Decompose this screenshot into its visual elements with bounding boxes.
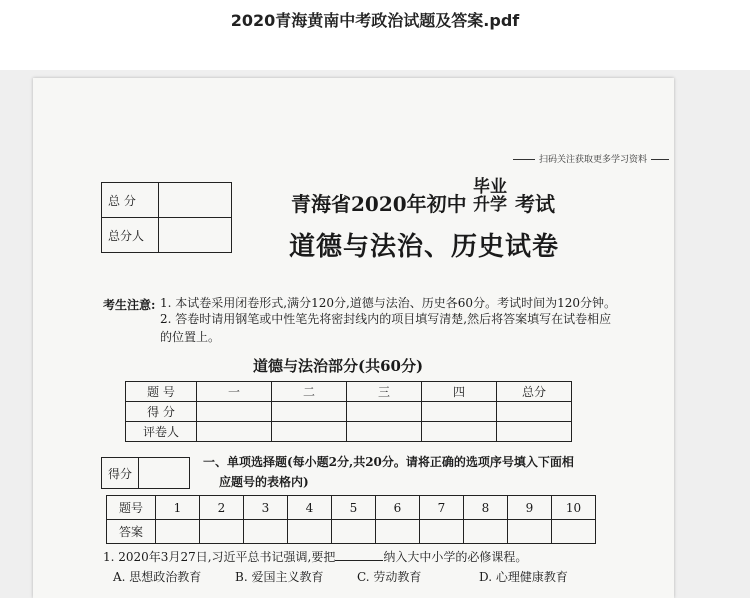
answer-cell bbox=[244, 520, 288, 544]
answer-cell bbox=[552, 520, 596, 544]
question-number-cell: 1 bbox=[156, 496, 200, 520]
exam-title-stack-top: 毕业 bbox=[473, 177, 507, 197]
grade-header-cell: 题 号 bbox=[126, 382, 197, 402]
answer-table bbox=[106, 495, 596, 544]
exam-title-suffix: 考试 bbox=[515, 192, 555, 216]
question-1-stem bbox=[103, 548, 527, 565]
part1-heading bbox=[203, 452, 633, 492]
notice-item-2: 2. 答卷时请用钢笔或中性笔先将密封线内的项目填写清楚,然后将答案填写在试卷相应的位置上。 bbox=[160, 312, 612, 344]
question-number-cell: 7 bbox=[420, 496, 464, 520]
total-score-cell bbox=[159, 183, 232, 218]
scan-note: 扫码关注获取更多学习资料 bbox=[513, 152, 669, 165]
total-score-box bbox=[101, 182, 232, 253]
answer-cell bbox=[288, 520, 332, 544]
exam-title-stack-bottom: 升学 bbox=[473, 195, 507, 215]
answer-cell bbox=[332, 520, 376, 544]
question-number-cell: 10 bbox=[552, 496, 596, 520]
question-1-stem-end: 纳入大中小学的必修课程。 bbox=[383, 550, 528, 564]
question-number-cell: 6 bbox=[376, 496, 420, 520]
document-title: 2020青海黄南中考政治试题及答案.pdf bbox=[230, 11, 520, 30]
grade-cell bbox=[272, 402, 347, 422]
question-number-cell: 3 bbox=[244, 496, 288, 520]
answer-cell bbox=[420, 520, 464, 544]
exam-title-stack bbox=[473, 178, 507, 214]
grade-cell bbox=[197, 422, 272, 442]
answer-row-label: 答案 bbox=[107, 520, 156, 544]
exam-title-prefix: 青海省2020年初中 bbox=[291, 192, 467, 216]
option-d: D. 心理健康教育 bbox=[479, 570, 568, 584]
question-1-stem-start: 1. 2020年3月27日,习近平总书记强调,要把 bbox=[103, 550, 336, 564]
question-number-cell: 9 bbox=[508, 496, 552, 520]
grader-label: 总分人 bbox=[102, 218, 159, 253]
grade-table bbox=[125, 381, 572, 442]
grade-cell bbox=[422, 402, 497, 422]
grade-cell bbox=[497, 422, 572, 442]
notice-item-1: 1. 本试卷采用闭卷形式,满分120分,道德与法治、历史各60分。考试时间为120分钟。 bbox=[160, 296, 616, 310]
part1-heading-line-2: 应题号的表格内) bbox=[219, 475, 309, 489]
question-number-cell: 2 bbox=[200, 496, 244, 520]
part1-heading-line-1: 一、单项选择题(每小题2分,共20分。请将正确的选项序号填入下面相 bbox=[203, 455, 574, 469]
option-c: C. 劳动教育 bbox=[357, 570, 422, 584]
grade-table-row bbox=[126, 422, 572, 442]
answer-cell bbox=[156, 520, 200, 544]
part-score-label: 得分 bbox=[102, 458, 139, 489]
question-number-cell: 4 bbox=[288, 496, 332, 520]
section-title: 道德与法治部分(共60分) bbox=[253, 357, 424, 375]
grade-cell bbox=[197, 402, 272, 422]
part-score-cell bbox=[139, 458, 190, 489]
question-1-options bbox=[113, 568, 633, 585]
question-number-cell: 5 bbox=[332, 496, 376, 520]
question-number-cell: 8 bbox=[464, 496, 508, 520]
option-b: B. 爱国主义教育 bbox=[235, 570, 324, 584]
answer-cell bbox=[508, 520, 552, 544]
answer-table-header-row bbox=[107, 496, 596, 520]
grade-cell bbox=[347, 422, 422, 442]
answer-header-label: 题号 bbox=[107, 496, 156, 520]
grade-table-row bbox=[126, 402, 572, 422]
grade-cell bbox=[422, 422, 497, 442]
answer-cell bbox=[200, 520, 244, 544]
grade-header-cell: 一 bbox=[197, 382, 272, 402]
grade-header-cell: 二 bbox=[272, 382, 347, 402]
part-score-box bbox=[101, 457, 190, 489]
grade-header-cell: 总分 bbox=[497, 382, 572, 402]
grade-cell bbox=[347, 402, 422, 422]
grade-table-header-row bbox=[126, 382, 572, 402]
viewer-toolbar bbox=[0, 0, 750, 70]
answer-cell bbox=[376, 520, 420, 544]
grade-header-cell: 四 bbox=[422, 382, 497, 402]
grade-cell bbox=[497, 402, 572, 422]
grade-cell bbox=[272, 422, 347, 442]
grade-header-cell: 三 bbox=[347, 382, 422, 402]
notice-label: 考生注意: bbox=[103, 298, 156, 312]
answer-blank bbox=[335, 560, 383, 561]
grader-cell bbox=[159, 218, 232, 253]
option-a: A. 思想政治教育 bbox=[113, 570, 202, 584]
grade-row-label: 评卷人 bbox=[126, 422, 197, 442]
answer-table-row bbox=[107, 520, 596, 544]
pdf-page bbox=[33, 78, 674, 598]
grade-row-label: 得 分 bbox=[126, 402, 197, 422]
exam-subject-title: 道德与法治、历史试卷 bbox=[289, 232, 560, 262]
answer-cell bbox=[464, 520, 508, 544]
total-score-label: 总 分 bbox=[102, 183, 159, 218]
